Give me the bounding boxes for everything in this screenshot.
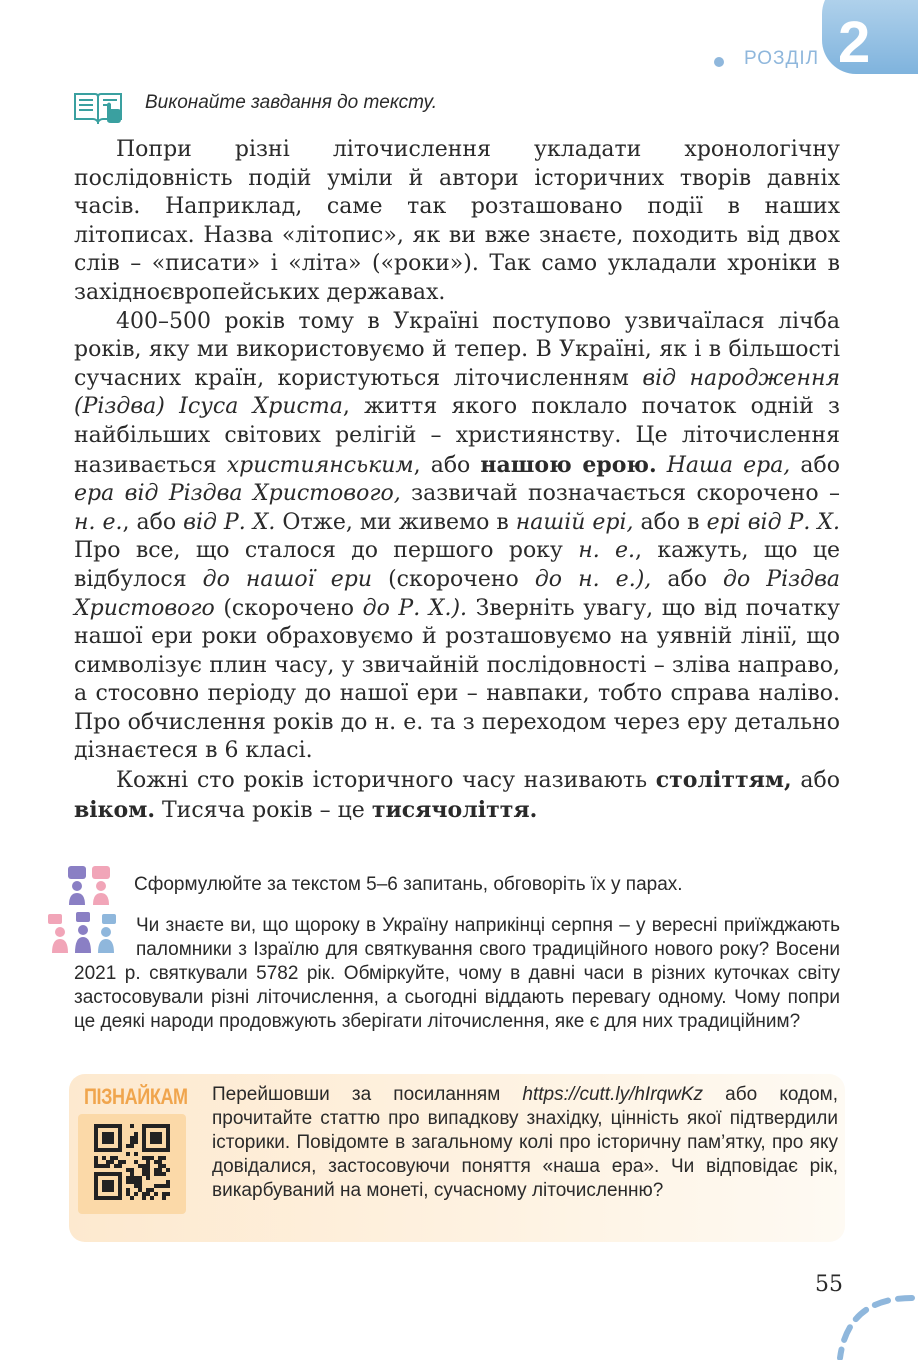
text-run: Отже, ми живемо в bbox=[275, 509, 516, 535]
paragraph bbox=[74, 136, 840, 308]
section-number: 2 bbox=[838, 10, 871, 75]
text-run: , життя якого поклало початок одній з найбільших світових релігій – християнству. Це літочислення називається bbox=[74, 394, 841, 478]
main-text bbox=[74, 136, 840, 825]
exercise-group-body: Чи знаєте ви, що щороку в Україну наприкінці серпня – у вересні приїжджають паломники з Ізраїлю для святкування свого традиційного нового року? Восени 2021 р. святкували 5782 рік. Обміркуйте, чому в давні часи в різних куточках світу застосовували різні літочислення, а сьогодні віддають перевагу одному. Чому попри це деякі народи продовжують зберігати літочислення, яке є для них традиційним? bbox=[74, 915, 840, 1032]
qr-code-icon[interactable] bbox=[94, 1124, 170, 1200]
italic-term: від народження (Різдва) Ісуса Христа bbox=[74, 365, 841, 420]
italic-term: н. е. bbox=[578, 538, 636, 564]
text-run: або bbox=[651, 566, 724, 592]
text-run: , або bbox=[413, 452, 481, 478]
info-box-text-end: або кодом, прочитайте статтю про випадкову знахідку, цінність якої підтвердили історики. Повідомте в загальному колі про історичну пам’ятку, про яку довідалися, застосовуючи поняття «наша ера». Чи відповідає рік, викарбуваний на монеті, сучасному літочисленню? bbox=[212, 1084, 838, 1201]
pair-work-icon bbox=[68, 864, 112, 906]
info-box-title: ПІЗНАЙКАМ bbox=[84, 1084, 188, 1109]
italic-term: християнським bbox=[226, 452, 414, 478]
text-run: Про все, що сталося до першого року bbox=[74, 538, 579, 564]
italic-term: н. е. bbox=[74, 509, 123, 535]
info-box-text-start: Перейшовши за посиланням bbox=[212, 1084, 523, 1105]
text-run: або bbox=[790, 452, 841, 478]
text-run: або в bbox=[633, 509, 707, 535]
exercise-group-text bbox=[74, 914, 840, 1034]
bold-term: віком. bbox=[74, 796, 155, 823]
text-run: , кажуть, що це відбулося bbox=[74, 538, 840, 592]
bold-term: нашою ерою. bbox=[480, 451, 657, 478]
text-run: (скорочено bbox=[214, 595, 363, 621]
italic-term: до н. е.), bbox=[534, 566, 652, 592]
page-number: 55 bbox=[815, 1272, 843, 1297]
text-run: (скорочено bbox=[372, 566, 535, 592]
section-bullet bbox=[714, 57, 724, 67]
italic-term: нашій ері, bbox=[515, 509, 634, 535]
italic-term: до нашої ери bbox=[202, 566, 372, 592]
text-run: зазвичай позначається скорочено – bbox=[400, 481, 840, 507]
text-run: Попри різні літочислення укладати хронологічну послідовність подій уміли й автори історичних творів давніх часів. Наприклад, саме так розташовано події в наших літописах. Назва «літопис», як ви вже знаєте, походить від двох слів – «писати» і «літа» («роки»). Так само укладали хроніки в західноєвропейських державах. bbox=[74, 137, 840, 305]
task-instruction: Виконайте завдання до тексту. bbox=[145, 92, 438, 113]
bold-term: тисячоліття. bbox=[371, 796, 538, 823]
book-pointer-icon bbox=[73, 90, 123, 124]
paragraph bbox=[74, 766, 840, 825]
text-run bbox=[657, 453, 667, 478]
paragraph bbox=[74, 308, 840, 767]
italic-term: ері від Р. Х. bbox=[706, 509, 840, 535]
corner-decoration bbox=[832, 1290, 918, 1360]
info-box-text bbox=[212, 1083, 838, 1203]
text-run: 400–500 років тому в Україні поступово узвичаїлася лічба років, яку ми використовуємо й тепер. В Україні, як і в більшості сучасних країн, користуються літочисленням bbox=[74, 308, 840, 391]
italic-term: ера від Різдва Христового, bbox=[74, 481, 401, 507]
exercise-pairs-text: Сформулюйте за текстом 5–6 запитань, обговоріть їх у парах. bbox=[134, 874, 683, 895]
text-run: або bbox=[791, 768, 840, 794]
article-link[interactable]: https://cutt.ly/hIrqwKz bbox=[522, 1084, 703, 1105]
bold-term: століттям, bbox=[655, 767, 792, 794]
italic-term: до Р. Х.). bbox=[362, 595, 468, 621]
text-run: , або bbox=[122, 509, 184, 535]
italic-term: Наша ера, bbox=[666, 452, 791, 478]
italic-term: до Різдва Христового bbox=[74, 566, 841, 621]
text-run: Зверніть увагу, що від початку нашої ери роки обраховуємо й розташовуємо на уявній лінії, що символізує плин часу, у звичайній послідовності – зліва направо, а стосовно періоду до нашої ери – навпаки, тобто справа наліво. Про обчислення років до н. е. та з переходом через еру детально дізнаєтеся в 6 класі. bbox=[74, 595, 841, 764]
text-run: Тисяча років – це bbox=[154, 797, 372, 823]
section-label: РОЗДІЛ bbox=[744, 48, 820, 69]
italic-term: від Р. Х. bbox=[183, 509, 276, 535]
text-run: Кожні сто років історичного часу називають bbox=[116, 768, 656, 794]
